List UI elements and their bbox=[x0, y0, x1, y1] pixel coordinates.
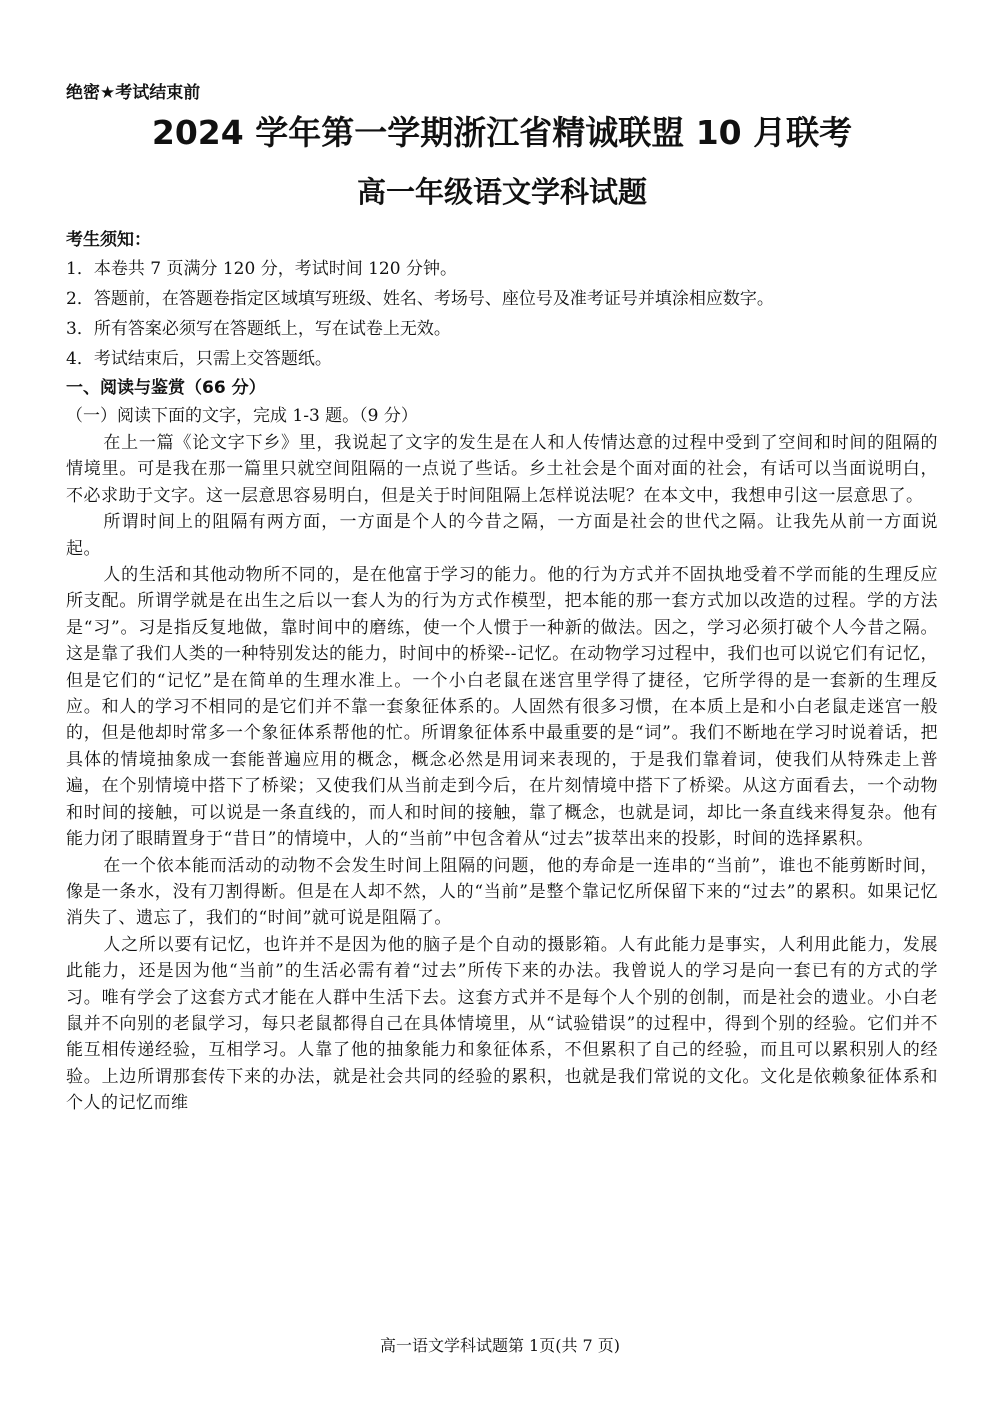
passage-paragraph: 所谓时间上的阻隔有两方面，一方面是个人的今昔之隔，一方面是社会的世代之隔。让我先从前一方面说起。 bbox=[66, 512, 938, 559]
notice-item: 3．所有答案必须写在答题纸上，写在试卷上无效。 bbox=[66, 319, 451, 339]
section-heading: 一、阅读与鉴赏（66 分） bbox=[66, 378, 266, 398]
notice-item: 1．本卷共 7 页满分 120 分，考试时间 120 分钟。 bbox=[66, 259, 457, 279]
passage-paragraph: 人的生活和其他动物所不同的，是在他富于学习的能力。他的行为方式并不固执地受着不学而能的生理反应所支配。所谓学就是在出生之后以一套人为的行为方式作模型，把本能的那一套方式加以改造的过程。学的方法是“习”。习是指反复地做，靠时间中的磨练，使一个人惯于一种新的做法。因之，学习必须打破个人今昔之隔。这是靠了我们人类的一种特别发达的能力，时间中的桥梁--记忆。在动物学习过程中，我们也可以说它们有记忆，但是它们的“记忆”是在简单的生理水准上。一个小白老鼠在迷宫里学得了捷径，它所学得的是一套新的生理反应。和人的学习不相同的是它们并不靠一套象征体系的。人固然有很多习惯，在本质上是和小白老鼠走迷宫一般的，但是他却时常多一个象征体系帮他的忙。所谓象征体系中最重要的是“词”。我们不断地在学习时说着话，把具体的情境抽象成一套能普遍应用的概念，概念必然是用词来表现的，于是我们靠着词，使我们从特殊走上普遍，在个别情境中搭下了桥梁；又使我们从当前走到今后，在片刻情境中搭下了桥梁。从这方面看去，一个动物和时间的接触，可以说是一条直线的，而人和时间的接触，靠了概念，也就是词，却比一条直线来得复杂。他有能力闭了眼睛置身于“昔日”的情境中，人的“当前”中包含着从“过去”拔萃出来的投影，时间的选择累积。 bbox=[66, 565, 938, 850]
passage-paragraph: 在一个依本能而活动的动物不会发生时间上阻隔的问题，他的寿命是一连串的“当前”，谁也不能剪断时间，像是一条水，没有刀割得断。但是在人却不然，人的“当前”是整个靠记忆所保留下来的“过去”的累积。如果记忆消失了、遗忘了，我们的“时间”就可说是阻隔了。 bbox=[66, 855, 938, 929]
notice-item: 2．答题前，在答题卷指定区域填写班级、姓名、考场号、座位号及准考证号并填涂相应数字。 bbox=[66, 289, 774, 309]
confidential-mark: 绝密★考试结束前 bbox=[66, 83, 201, 103]
page-footer: 高一语文学科试题第 1页(共 7 页) bbox=[379, 1336, 621, 1355]
exam-subtitle: 高一年级语文学科试题 bbox=[356, 175, 647, 209]
reading-passage bbox=[66, 430, 938, 1117]
passage-paragraph: 人之所以要有记忆，也许并不是因为他的脑子是个自动的摄影箱。人有此能力是事实，人利用此能力，发展此能力，还是因为他“当前”的生活必需有着“过去”所传下来的办法。我曾说人的学习是向一套已有的方式的学习。唯有学会了这套方式才能在人群中生活下去。这套方式并不是每个人个别的创制，而是社会的遗业。小白老鼠并不向别的老鼠学习，每只老鼠都得自己在具体情境里，从“试验错误”的过程中，得到个别的经验。它们并不能互相传递经验，互相学习。人靠了他的抽象能力和象征体系，不但累积了自己的经验，而且可以累积别人的经验。上边所谓那套传下来的办法，就是社会共同的经验的累积，也就是我们常说的文化。文化是依赖象征体系和个人的记忆而维 bbox=[66, 934, 938, 1114]
candidate-notice bbox=[66, 226, 938, 374]
passage-paragraph: 在上一篇《论文字下乡》里，我说起了文字的发生是在人和人传情达意的过程中受到了空间和时间的阻隔的情境里。可是我在那一篇里只就空间阻隔的一点说了些话。乡土社会是个面对面的社会，有话可以当面说明白，不必求助于文字。这一层意思容易明白，但是关于时间阻隔上怎样说法呢？在本文中，我想申引这一层意思了。 bbox=[66, 433, 938, 506]
question-group-heading: （一）阅读下面的文字，完成 1-3 题。（9 分） bbox=[66, 406, 418, 426]
notice-item: 4．考试结束后，只需上交答题纸。 bbox=[66, 349, 332, 369]
notice-heading: 考生须知： bbox=[66, 230, 151, 250]
exam-title: 2024 学年第一学期浙江省精诚联盟 10 月联考 bbox=[151, 113, 853, 152]
